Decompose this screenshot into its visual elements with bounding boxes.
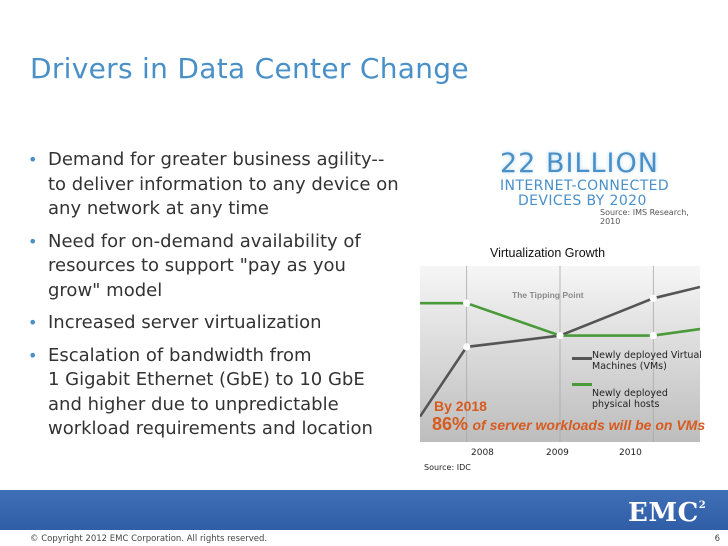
bullet-line: and higher due to unpredictable [48, 393, 339, 415]
page-number: 6 [714, 534, 720, 544]
copyright: © Copyright 2012 EMC Corporation. All rights reserved. [30, 534, 268, 544]
bullet-line: 1 Gigabit Ethernet (GbE) to 10 GbE [48, 369, 365, 390]
data-point [463, 300, 470, 307]
x-tick-label: 2009 [546, 448, 569, 458]
bullet-item [26, 311, 446, 336]
legend-label-vms: Newly deployed Virtual Machines (VMs) [592, 350, 702, 372]
bullet-item [26, 230, 446, 304]
bullet-dot-icon: • [28, 231, 38, 251]
bullet-line: Escalation of bandwidth from [48, 344, 312, 366]
data-point [650, 332, 657, 339]
bullet-line: Demand for greater business agility-- [48, 149, 385, 170]
callout-statement [432, 414, 705, 435]
bullet-line: any network at any time [48, 198, 269, 219]
bullet-dot-icon: • [28, 150, 38, 169]
iot-headline: 22 BILLION [500, 148, 659, 179]
bullet-dot-icon: • [28, 313, 38, 332]
bullet-item [26, 148, 446, 222]
data-point [556, 332, 563, 339]
x-tick-label: 2010 [619, 448, 642, 458]
emc-logo: EMC$^2$ [628, 498, 707, 528]
bullet-line: Need for on-demand availability of [48, 230, 361, 252]
bullet-dot-icon: • [28, 345, 38, 365]
bullet-line: resources to support "pay as you [48, 255, 346, 276]
iot-source: Source: IMS Research, 2010 [600, 208, 689, 226]
data-point [650, 295, 657, 302]
x-tick-label: 2008 [471, 448, 494, 458]
bullet-line: to deliver information to any device on [48, 173, 399, 195]
legend-swatch-vms [572, 357, 592, 360]
callout-by-year: By 2018 [434, 398, 487, 414]
iot-subtitle-line2: DEVICES BY 2020 [518, 193, 647, 209]
legend-swatch-hosts [572, 383, 592, 386]
bullet-item [26, 344, 446, 442]
chart-source: Source: IDC [424, 463, 471, 472]
slide-title: Drivers in Data Center Change [30, 52, 469, 85]
chart-title: Virtualization Growth [490, 246, 606, 260]
bullet-line: Increased server virtualization [48, 312, 322, 333]
callout-text: of server workloads will be on VMs [472, 417, 706, 433]
chart-annotation: The Tipping Point [512, 290, 584, 300]
bullet-list [26, 148, 446, 450]
data-point [463, 343, 470, 350]
legend-label-hosts: Newly deployed physical hosts [592, 388, 668, 410]
bullet-line: workload requirements and location [48, 418, 373, 439]
bullet-line: grow" model [48, 279, 163, 301]
callout-percent: 86% [432, 414, 469, 434]
iot-subtitle-line1: INTERNET-CONNECTED [500, 178, 670, 194]
